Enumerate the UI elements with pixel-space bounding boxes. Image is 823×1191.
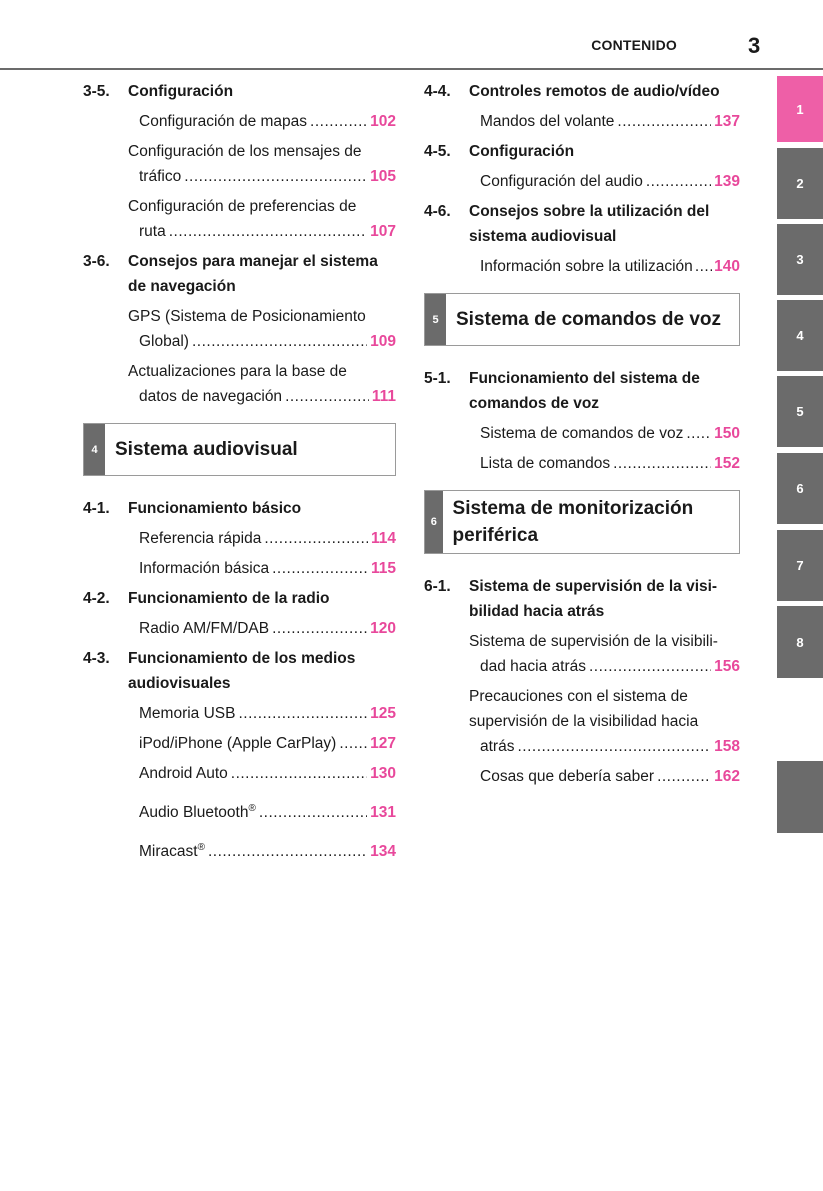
page-ref[interactable]: 131 [370, 804, 396, 822]
chapter-tab: 5 [425, 294, 446, 345]
section-heading [83, 249, 396, 299]
toc-left-column [83, 79, 396, 864]
entry-text: Información básica [139, 560, 270, 577]
page-ref[interactable]: 152 [714, 455, 740, 472]
page-ref[interactable]: 115 [370, 560, 396, 577]
toc-entry[interactable] [128, 109, 396, 134]
page-number: 3 [748, 33, 761, 58]
section-number: 4-3. [83, 650, 110, 667]
page-ref[interactable]: 140 [714, 258, 740, 275]
entry-text: Cosas que debería saber [480, 768, 655, 785]
entry-text: Miracast [139, 843, 198, 861]
page-ref[interactable]: 107 [370, 223, 396, 240]
toc-entry[interactable] [469, 169, 740, 194]
chapter-title: Sistema de comandos de voz [456, 309, 722, 330]
section-number: 3-5. [83, 83, 110, 100]
page-ref[interactable]: 127 [370, 735, 396, 752]
entry-text: supervisión de la visibilidad hacia [469, 713, 699, 730]
toc-entry[interactable] [128, 616, 396, 641]
page-ref[interactable]: 114 [370, 530, 396, 547]
toc-entry[interactable] [469, 629, 740, 679]
page-ref[interactable]: 125 [370, 705, 396, 722]
page-ref[interactable]: 130 [370, 765, 396, 782]
toc-entry[interactable] [469, 421, 740, 446]
section-number: 3-6. [83, 253, 110, 270]
section-title: Sistema de supervisión de la visi-bilidad hacia atrás [469, 578, 718, 620]
page-ref[interactable]: 137 [714, 113, 740, 130]
section-heading [424, 366, 740, 416]
toc-entry[interactable] [128, 526, 396, 551]
section-title: Configuración [469, 143, 575, 160]
toc-entry[interactable] [128, 359, 396, 409]
chapter-header [424, 293, 740, 346]
chapter-title: Sistema de monitorización periférica [452, 498, 694, 546]
entry-text: Sistema de comandos de voz [480, 425, 684, 442]
registered-mark: ® [197, 842, 205, 854]
entry-text: dad hacia atrás [480, 658, 586, 675]
toc-right-column [424, 79, 740, 789]
entry-text: Mandos del volante [480, 113, 615, 130]
side-tab[interactable]: 5 [777, 376, 823, 447]
entry-text: Actualizaciones para la base de [128, 363, 347, 380]
toc-entry[interactable] [128, 796, 396, 825]
side-tab[interactable]: 1 [777, 76, 823, 142]
entry-text: iPod/iPhone (Apple CarPlay) [139, 735, 337, 752]
page-ref[interactable]: 102 [370, 113, 396, 130]
section-number: 4-4. [424, 83, 451, 100]
page-ref[interactable]: 120 [370, 620, 396, 637]
chapter-header [83, 423, 396, 476]
entry-text: Configuración de los mensajes de [128, 143, 362, 160]
toc-entry[interactable] [469, 254, 740, 279]
entry-text: Precauciones con el sistema de [469, 688, 688, 705]
side-tab[interactable] [777, 761, 823, 833]
section-heading [424, 79, 740, 104]
entry-text: Global) [139, 333, 189, 350]
section-number: 5-1. [424, 370, 451, 387]
entry-text: Configuración de preferencias de [128, 198, 357, 215]
chapter-header [424, 490, 740, 554]
page-ref[interactable]: 158 [714, 738, 740, 755]
page-ref[interactable]: 162 [714, 768, 740, 785]
entry-text: Sistema de supervisión de la visibili- [469, 633, 718, 650]
page-ref[interactable]: 139 [714, 173, 740, 190]
side-tab[interactable]: 8 [777, 606, 823, 678]
entry-text: Lista de comandos [480, 455, 611, 472]
toc-entry[interactable] [469, 451, 740, 476]
toc-entry[interactable] [128, 556, 396, 581]
entry-text: Radio AM/FM/DAB [139, 620, 270, 637]
entry-text: Configuración de mapas [139, 113, 308, 130]
section-heading [83, 586, 396, 611]
page-ref[interactable]: 156 [714, 658, 740, 675]
side-tab[interactable]: 4 [777, 300, 823, 371]
page-ref[interactable]: 150 [714, 425, 740, 442]
toc-entry[interactable] [128, 701, 396, 726]
entry-text: Audio Bluetooth [139, 804, 249, 822]
page-ref[interactable]: 109 [370, 333, 396, 350]
side-tab[interactable]: 6 [777, 453, 823, 524]
section-heading [83, 646, 396, 696]
section-title: Funcionamiento de la radio [128, 590, 330, 607]
chapter-tab: 6 [425, 491, 443, 553]
side-tab[interactable]: 2 [777, 148, 823, 219]
toc-entry[interactable] [128, 761, 396, 786]
section-number: 4-6. [424, 203, 451, 220]
section-heading [83, 496, 396, 521]
toc-entry[interactable] [128, 139, 396, 189]
section-heading [424, 574, 740, 624]
section-title: Consejos sobre la utilización del sistema audiovisual [469, 203, 710, 245]
toc-entry[interactable] [128, 835, 396, 864]
section-title: Funcionamiento básico [128, 500, 302, 517]
page-ref[interactable]: 111 [371, 388, 396, 405]
page-ref[interactable]: 134 [370, 843, 396, 861]
section-heading [424, 139, 740, 164]
section-title: Controles remotos de audio/vídeo [469, 83, 720, 100]
header-rule [0, 68, 823, 70]
entry-text: GPS (Sistema de Posicionamiento [128, 308, 366, 325]
toc-entry[interactable] [128, 304, 396, 354]
section-title: Configuración [128, 83, 234, 100]
section-title: Consejos para manejar el sistema de navegación [128, 253, 378, 295]
section-title: Funcionamiento del sistema de comandos de voz [469, 370, 700, 412]
section-heading [424, 199, 740, 249]
entry-text: atrás [480, 738, 515, 755]
section-number: 4-2. [83, 590, 110, 607]
page-ref[interactable]: 105 [370, 168, 396, 185]
entry-text: datos de navegación [139, 388, 283, 405]
toc-entry[interactable] [469, 684, 740, 759]
entry-text: ruta [139, 223, 166, 240]
toc-entry[interactable] [128, 731, 396, 756]
registered-mark: ® [248, 803, 256, 814]
section-number: 4-1. [83, 500, 110, 517]
chapter-tab: 4 [84, 424, 105, 475]
toc-entry[interactable] [469, 109, 740, 134]
header-title: CONTENIDO [591, 37, 677, 53]
side-tab[interactable]: 3 [777, 224, 823, 295]
entry-text: Configuración del audio [480, 173, 643, 190]
section-title: Funcionamiento de los medios audiovisuales [128, 650, 356, 692]
toc-entry[interactable] [128, 194, 396, 244]
section-number: 6-1. [424, 578, 451, 595]
section-heading [83, 79, 396, 104]
chapter-title: Sistema audiovisual [115, 439, 298, 460]
entry-text: Información sobre la utilización [480, 258, 693, 275]
entry-text: Memoria USB [139, 705, 236, 722]
entry-text: tráfico [139, 168, 182, 185]
side-tab[interactable]: 7 [777, 530, 823, 601]
section-number: 4-5. [424, 143, 451, 160]
entry-text: Referencia rápida [139, 530, 262, 547]
entry-text: Android Auto [139, 765, 228, 782]
toc-entry[interactable] [469, 764, 740, 789]
